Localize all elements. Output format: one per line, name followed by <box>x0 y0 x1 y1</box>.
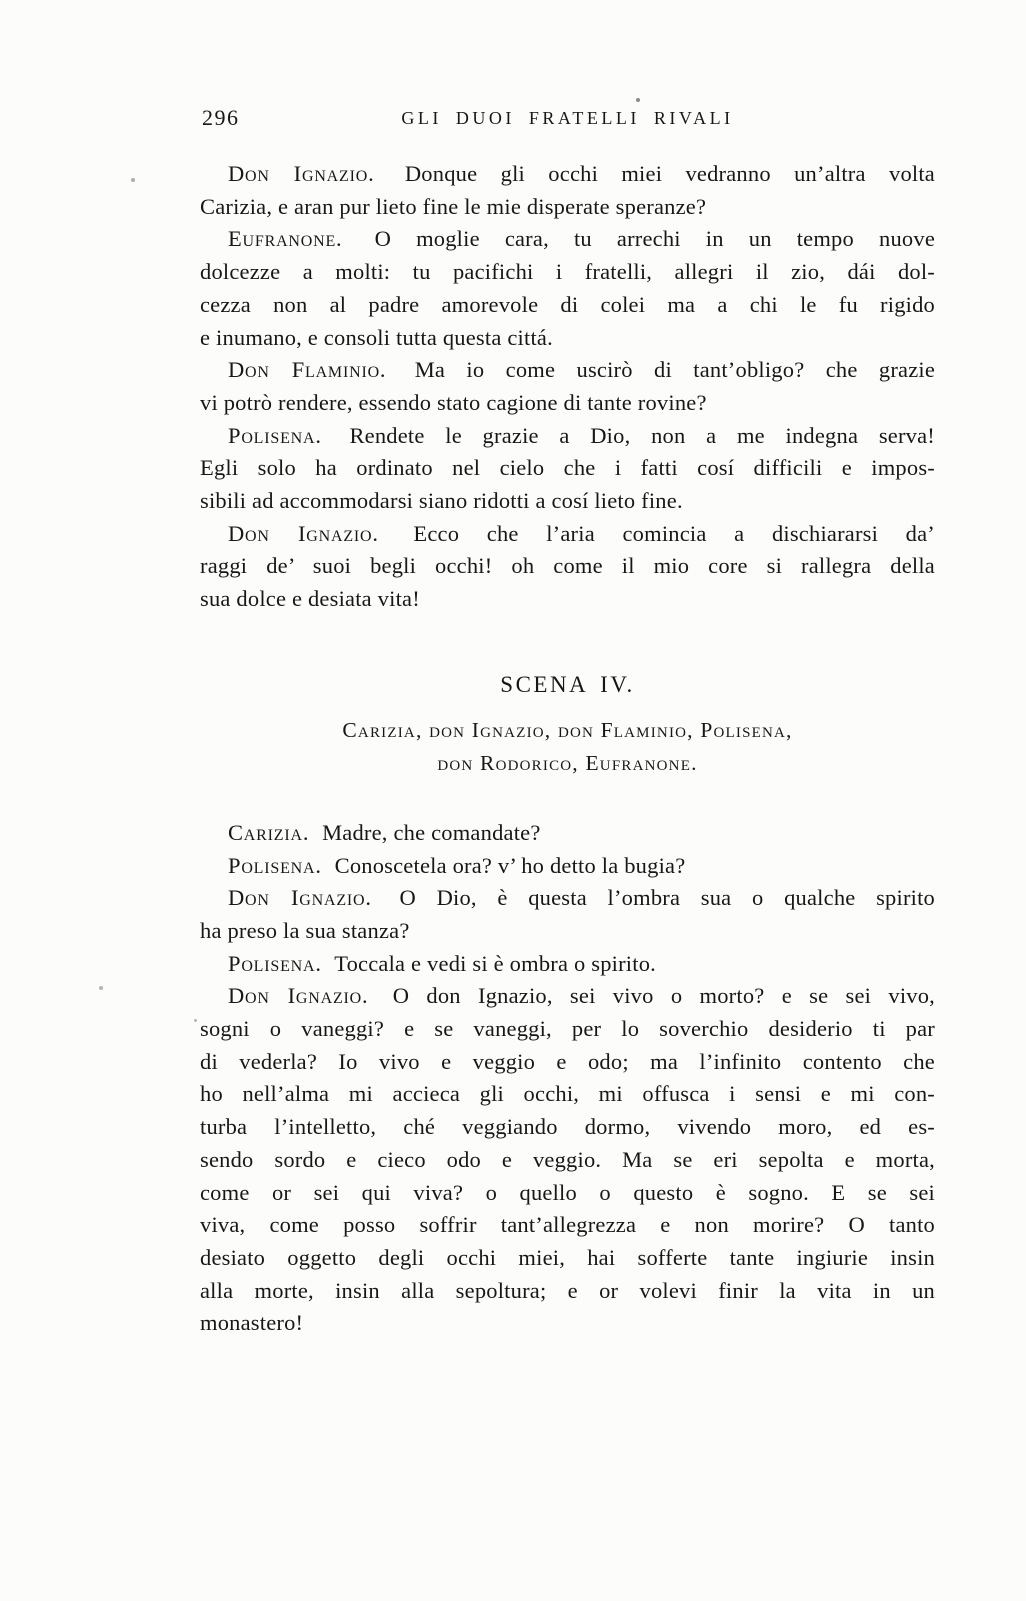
text-line <box>200 518 935 551</box>
running-head <box>200 102 935 136</box>
speaker-name: Eufranone. <box>228 226 343 252</box>
text-line <box>200 882 935 915</box>
text-line: ho nell’alma mi accieca gli occhi, mi offusca i sensi e mi con- <box>200 1081 935 1107</box>
text-line: sendo sordo e cieco odo e veggio. Ma se eri sepolta e morta, <box>200 1146 935 1172</box>
dialogue-text: Madre, che comandate? <box>322 819 541 845</box>
text-line <box>200 948 935 981</box>
text-line <box>200 850 935 883</box>
scan-speck <box>99 986 103 990</box>
page-number: 296 <box>202 105 240 130</box>
dialogue-text: Rendete le grazie a Dio, non a me indegna serva! <box>349 422 935 448</box>
dialogue-text: O don Ignazio, sei vivo o morto? e se sei vivo, <box>392 983 935 1009</box>
text-line: monastero! <box>200 1310 304 1336</box>
speaker-name: Polisena. <box>228 422 322 448</box>
text-line: come or sei qui viva? o quello o questo è sogno. E se sei <box>200 1179 935 1205</box>
text-line <box>200 817 935 850</box>
dialogue-paragraph <box>200 354 935 419</box>
text-line: di vederla? Io vivo e veggio e odo; ma l’infinito contento che <box>200 1048 935 1074</box>
text-line: e inumano, e consoli tutta questa cittá. <box>200 324 553 350</box>
speaker-name: Polisena. <box>228 852 322 878</box>
dialogue-paragraph <box>200 948 935 981</box>
dialogue-text: Ma io come uscirò di tant’obligo? che grazie <box>414 357 936 383</box>
text-line: turba l’intelletto, ché veggiando dormo, vivendo moro, ed es- <box>200 1114 935 1140</box>
scan-speck <box>636 98 640 102</box>
text-line <box>200 158 935 191</box>
text-line: desiato oggetto degli occhi miei, hai sofferte tante ingiurie insin <box>200 1244 935 1270</box>
scene-heading: SCENA IV. <box>500 671 635 697</box>
text-line: alla morte, insin alla sepoltura; e or volevi finir la vita in un <box>200 1277 935 1303</box>
text-line: sua dolce e desiata vita! <box>200 586 420 612</box>
dialogue-text: Toccala e vedi si è ombra o spirito. <box>334 950 656 976</box>
text-line: sibili ad accommodarsi siano ridotti a cosí lieto fine. <box>200 488 683 514</box>
text-line <box>200 980 935 1013</box>
dialogue-text: O moglie cara, tu arrechi in un tempo nuove <box>374 226 936 252</box>
dialogue-paragraph <box>200 518 935 616</box>
text-line: dolcezze a molti: tu pacifichi i fratelli, allegri il zio, dái dol- <box>200 259 935 285</box>
scan-speck <box>131 178 135 182</box>
dialogue-text: Donque gli occhi miei vedranno un’altra volta <box>404 161 935 186</box>
dialogue-paragraph <box>200 817 935 850</box>
speaker-name: Don Ignazio. <box>228 520 379 546</box>
text-line: cezza non al padre amorevole di colei ma a chi le fu rigido <box>200 291 935 317</box>
dialogue-paragraph <box>200 850 935 883</box>
character-list-line: Carizia, don Ignazio, don Flaminio, Polisena, <box>342 717 793 742</box>
text-line: sogni o vaneggi? e se vaneggi, per lo soverchio desiderio ti par <box>200 1016 935 1042</box>
page-text <box>200 158 935 1340</box>
dialogue-text: Conoscetela ora? v’ ho detto la bugia? <box>334 852 686 878</box>
dialogue-text: Ecco che l’aria comincia a dischiararsi da’ <box>413 520 935 546</box>
dialogue-paragraph <box>200 158 935 223</box>
text-line: Carizia, e aran pur lieto fine le mie disperate speranze? <box>200 193 707 219</box>
text-line <box>200 223 935 256</box>
speaker-name: Polisena. <box>228 950 322 976</box>
scan-speck <box>194 1019 197 1022</box>
speaker-name: Don Ignazio. <box>228 161 375 186</box>
text-line: viva, come posso soffrir tant’allegrezza e non morire? O tanto <box>200 1212 935 1238</box>
dialogue-text: O Dio, è questa l’ombra sua o qualche spirito <box>399 885 935 911</box>
text-line: vi potrò rendere, essendo stato cagione di tante rovine? <box>200 389 707 415</box>
text-line <box>200 354 935 387</box>
dialogue-paragraph <box>200 420 935 518</box>
speaker-name: Don Ignazio. <box>228 885 372 911</box>
speaker-name: Don Ignazio. <box>228 983 369 1009</box>
speaker-name: Don Flaminio. <box>228 357 387 383</box>
scene-character-list <box>200 714 935 780</box>
dialogue-paragraph <box>200 980 935 1340</box>
running-title: GLI DUOI FRATELLI RIVALI <box>401 108 734 128</box>
text-line <box>200 420 935 453</box>
character-list-line: don Rodorico, Eufranone. <box>437 750 698 775</box>
dialogue-paragraph <box>200 223 935 354</box>
text-line: ha preso la sua stanza? <box>200 917 410 943</box>
dialogue-paragraph <box>200 882 935 947</box>
speaker-name: Carizia. <box>228 819 310 845</box>
text-line: Egli solo ha ordinato nel cielo che i fatti cosí difficili e impos- <box>200 455 935 481</box>
text-line: raggi de’ suoi begli occhi! oh come il mio core si rallegra della <box>200 553 935 579</box>
